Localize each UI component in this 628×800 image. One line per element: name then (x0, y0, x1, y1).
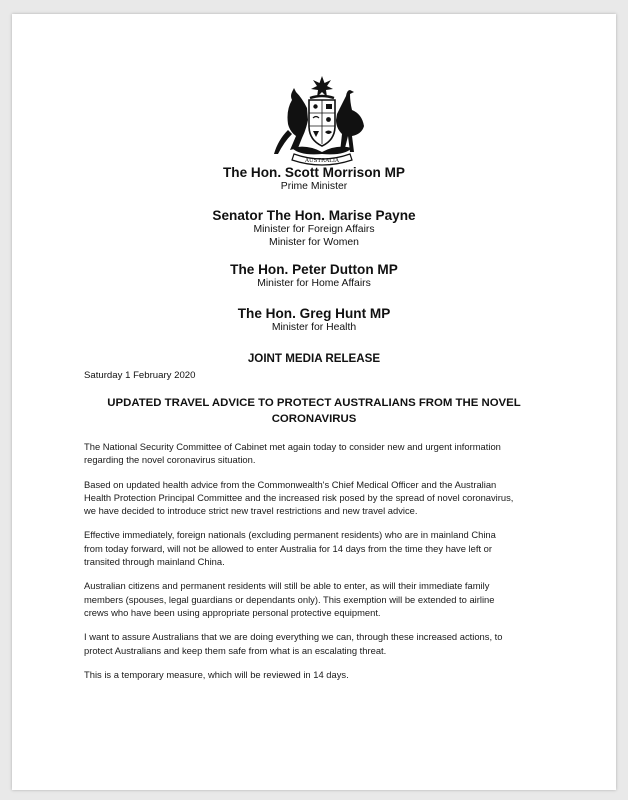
body-paragraph: I want to assure Australians that we are doing everything we can, through these increased actions, to protect Australians and keep them safe from what is an escalating threat. (84, 631, 503, 656)
release-title: JOINT MEDIA RELEASE (247, 352, 381, 365)
minister-role: Minister for Home Affairs (257, 278, 371, 289)
minister-role: Minister for Health (271, 322, 357, 333)
body-paragraph: This is a temporary measure, which will be reviewed in 14 days. (84, 668, 349, 680)
body-paragraph: The National Security Committee of Cabinet met again today to consider new and urgent information regarding the novel coronavirus situation. (84, 441, 501, 466)
minister-role: Minister for Foreign Affairs (253, 224, 375, 235)
document-page (12, 14, 616, 790)
release-date: Saturday 1 February 2020 (84, 370, 196, 381)
minister-block (12, 165, 616, 194)
minister-role: Minister for Women (269, 236, 359, 248)
headline: UPDATED TRAVEL ADVICE TO PROTECT AUSTRALIANS FROM THE NOVEL CORONAVIRUS (107, 397, 521, 425)
crest-motto: AUSTRALIA (305, 158, 339, 164)
minister-block (12, 208, 616, 249)
minister-block (12, 262, 616, 291)
minister-block (12, 306, 616, 335)
body-paragraph: Australian citizens and permanent residents will still be able to enter, as will their immediate family members (spouses, legal guardians or dependants only). This exemption will be extended to airline crews who have been using appropriate personal protective equipment. (84, 580, 495, 618)
body-paragraph: Effective immediately, foreign nationals (excluding permanent residents) who are in mainland China from today forward, will not be allowed to enter Australia for 14 days from the time they have left or transited through mainland China. (84, 529, 496, 568)
minister-name: The Hon. Greg Hunt MP (237, 306, 391, 321)
minister-name: The Hon. Scott Morrison MP (222, 165, 405, 180)
minister-name: Senator The Hon. Marise Payne (212, 208, 416, 223)
minister-name: The Hon. Peter Dutton MP (230, 262, 398, 277)
body-paragraph: Based on updated health advice from the Commonwealth's Chief Medical Officer and the Australian Health Protection Principal Committee and the increased risk posed by the spread of novel coronavirus, we have decided to introduce strict new travel restrictions and new travel advice. (84, 478, 514, 517)
release-body (84, 440, 544, 692)
coat-of-arms-icon (272, 74, 372, 166)
minister-role: Prime Minister (280, 181, 348, 192)
